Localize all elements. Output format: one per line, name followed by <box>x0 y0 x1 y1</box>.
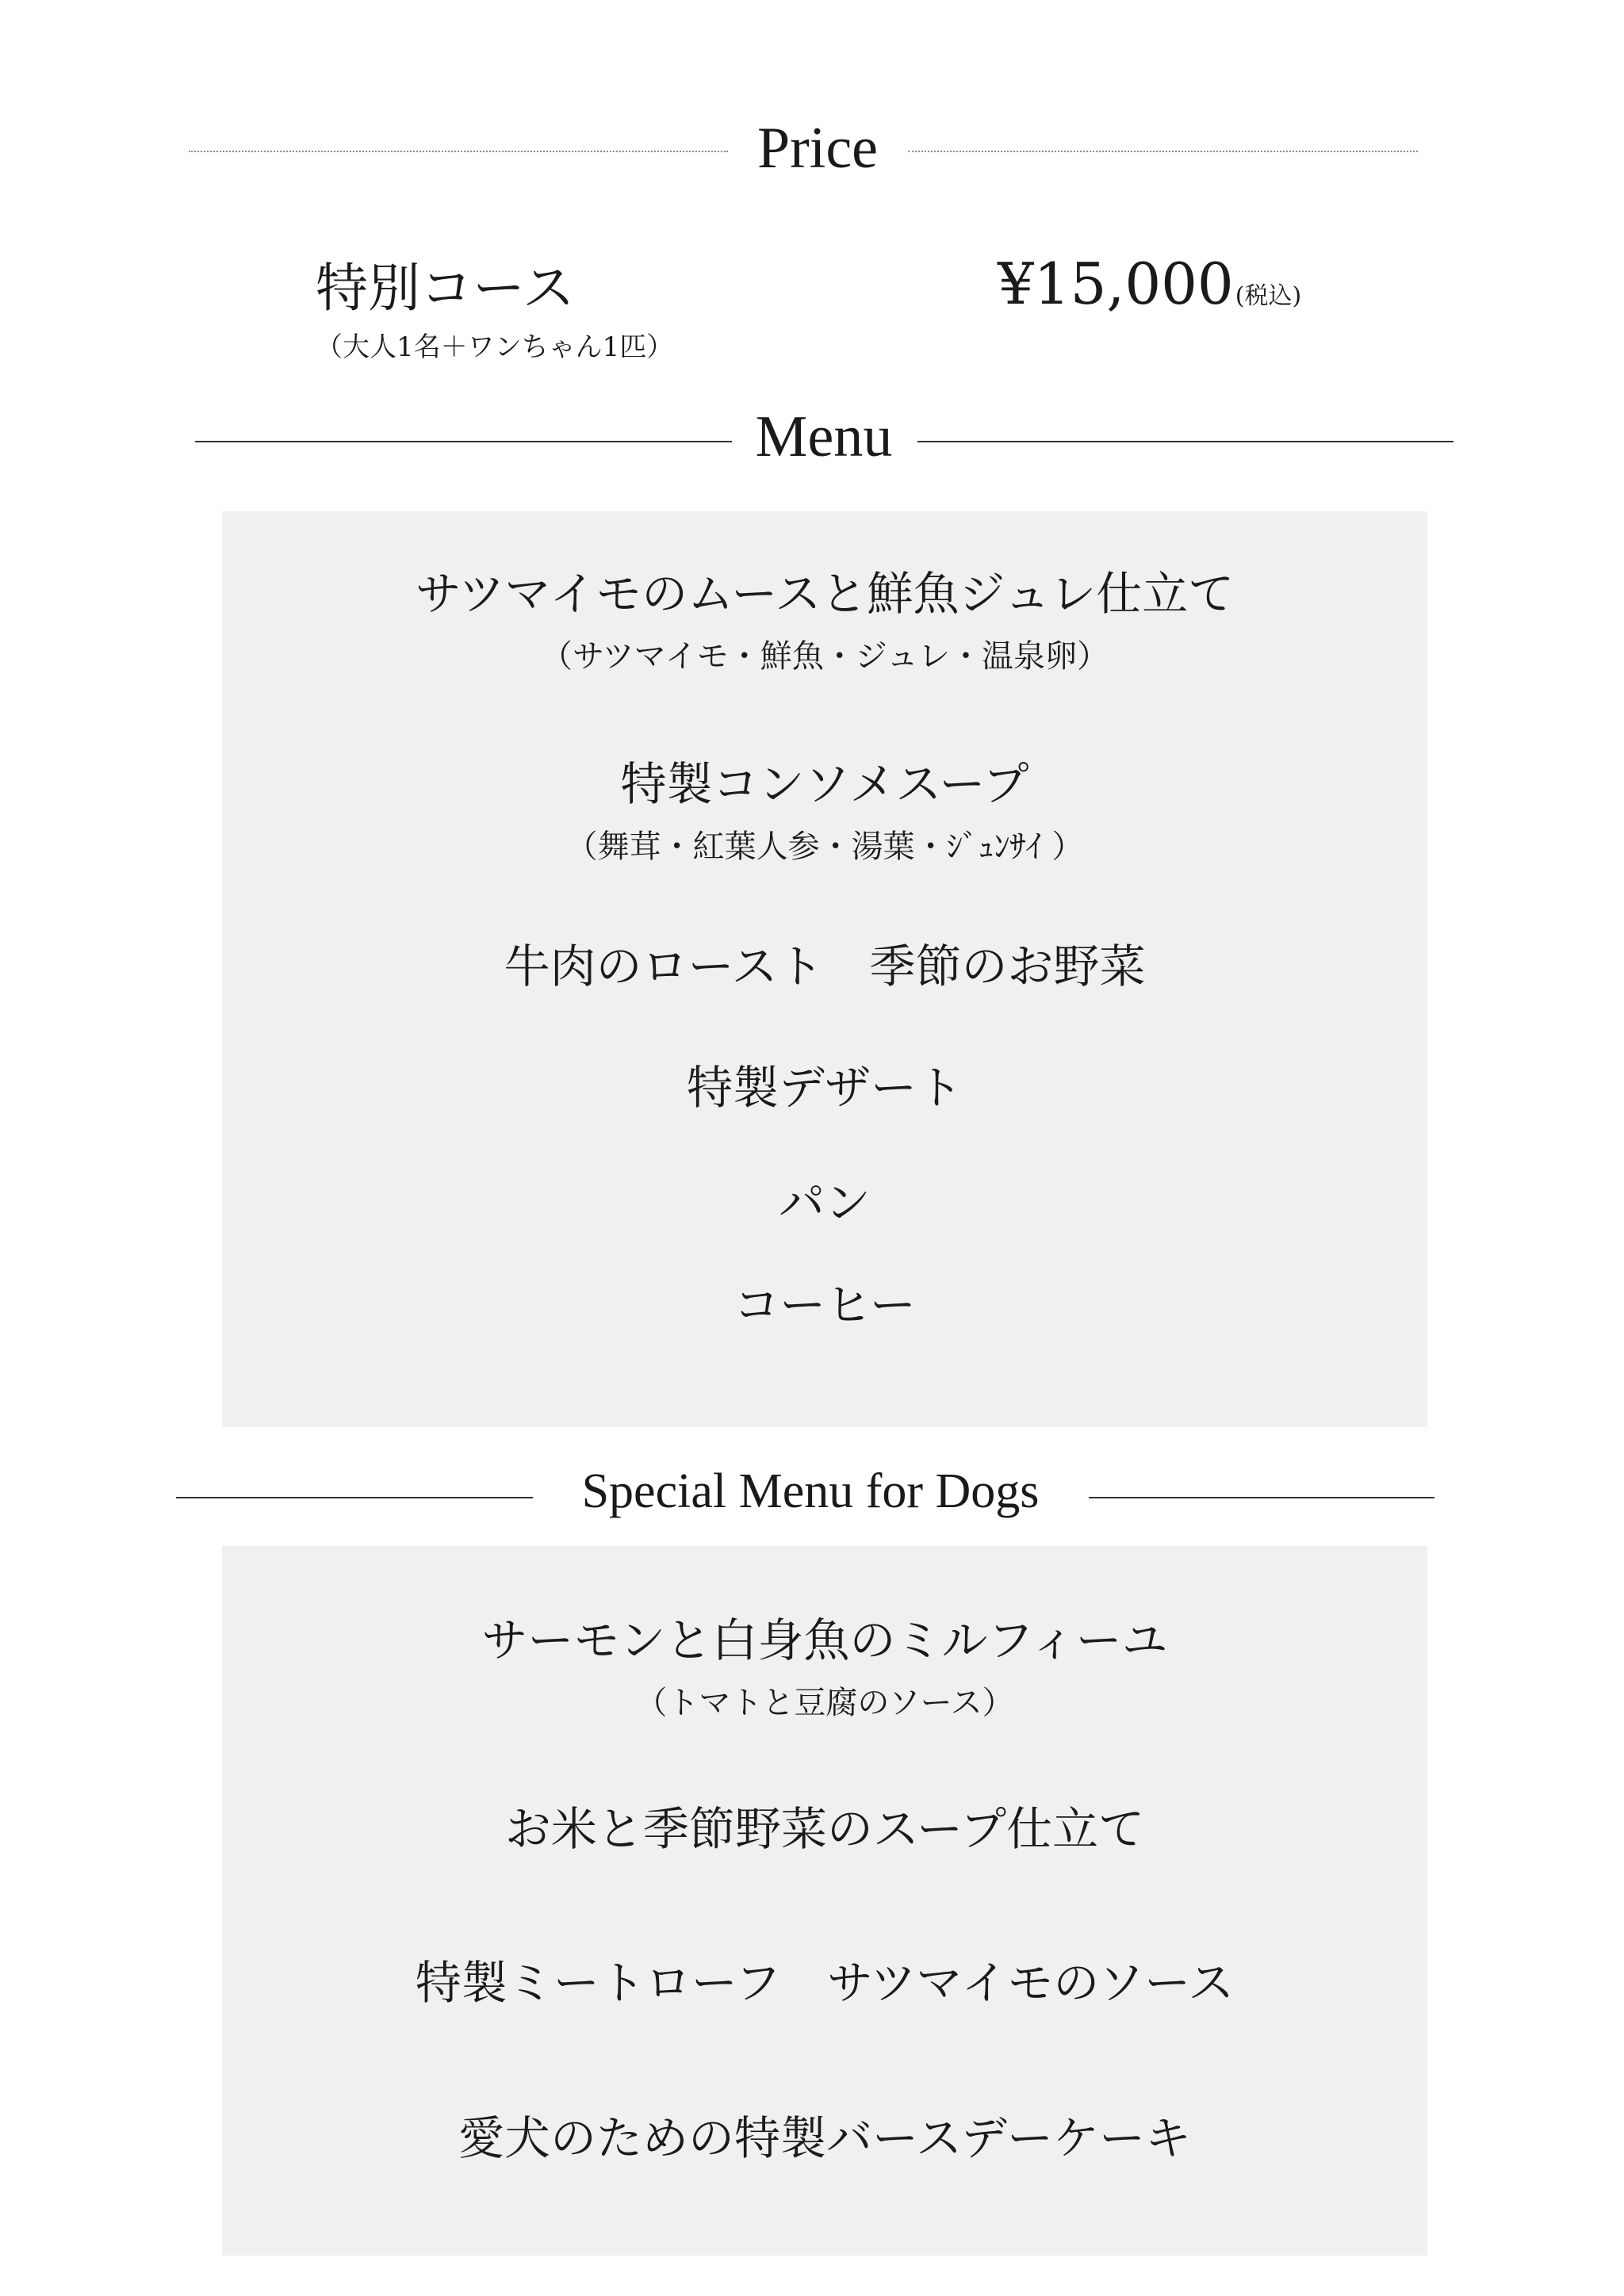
menu-item <box>222 1176 1427 1230</box>
dog-menu-box <box>222 1546 1427 2256</box>
price-heading-rule-right <box>908 151 1418 152</box>
price-heading-rule-left <box>189 151 728 152</box>
price-heading-title: Price <box>756 116 879 181</box>
dog-menu-item-name: 愛犬のための特製バースデーケーキ <box>458 2111 1191 2165</box>
dog-menu-heading-title: Special Menu for Dogs <box>581 1464 1040 1518</box>
menu-item <box>222 757 1427 865</box>
menu-item-name: 特製デザート <box>686 1061 963 1115</box>
menu-item-name: サツマイモのムースと鮮魚ジュレ仕立て <box>415 567 1235 621</box>
dog-menu-item <box>222 1613 1427 1721</box>
menu-item <box>222 939 1427 993</box>
menu-heading-rule-right <box>917 441 1454 442</box>
menu-item-name: コーヒー <box>733 1278 916 1332</box>
menu-item-name: パン <box>778 1176 871 1230</box>
course-note: （大人1名＋ワンちゃん1匹） <box>316 331 674 363</box>
dog-menu-heading-rule-left <box>176 1497 533 1498</box>
menu-item-name: 特製コンソメスープ <box>620 757 1029 811</box>
menu-item-name: 牛肉のロースト 季節のお野菜 <box>504 939 1146 993</box>
menu-item <box>222 1061 1427 1115</box>
dog-menu-item-name: 特製ミートローフ サツマイモのソース <box>415 1956 1235 2010</box>
menu-item <box>222 567 1427 675</box>
dog-menu-item <box>222 1802 1427 1856</box>
course-price-value: ¥15,000 <box>998 251 1234 317</box>
menu-item-detail: （舞茸・紅葉人参・湯葉・ｼﾞｭﾝｻｲ ） <box>565 828 1084 865</box>
menu-box <box>222 511 1427 1427</box>
menu-heading-title: Menu <box>755 404 893 469</box>
course-price-tax-note: (税込) <box>1235 282 1302 310</box>
dog-menu-item <box>222 2111 1427 2165</box>
dog-menu-item-name: お米と季節野菜のスープ仕立て <box>504 1802 1145 1856</box>
dog-menu-item-detail: （トマトと豆腐のソース） <box>635 1685 1014 1721</box>
menu-heading-rule-left <box>195 441 732 442</box>
course-price <box>998 251 1301 317</box>
dog-menu-item <box>222 1956 1427 2010</box>
dog-menu-heading-rule-right <box>1089 1497 1434 1498</box>
menu-item-detail: （サツマイモ・鮮魚・ジュレ・温泉卵） <box>541 638 1109 675</box>
menu-item <box>222 1278 1427 1332</box>
dog-menu-item-name: サーモンと白身魚のミルフィーユ <box>481 1613 1168 1667</box>
course-name: 特別コース <box>316 258 575 319</box>
